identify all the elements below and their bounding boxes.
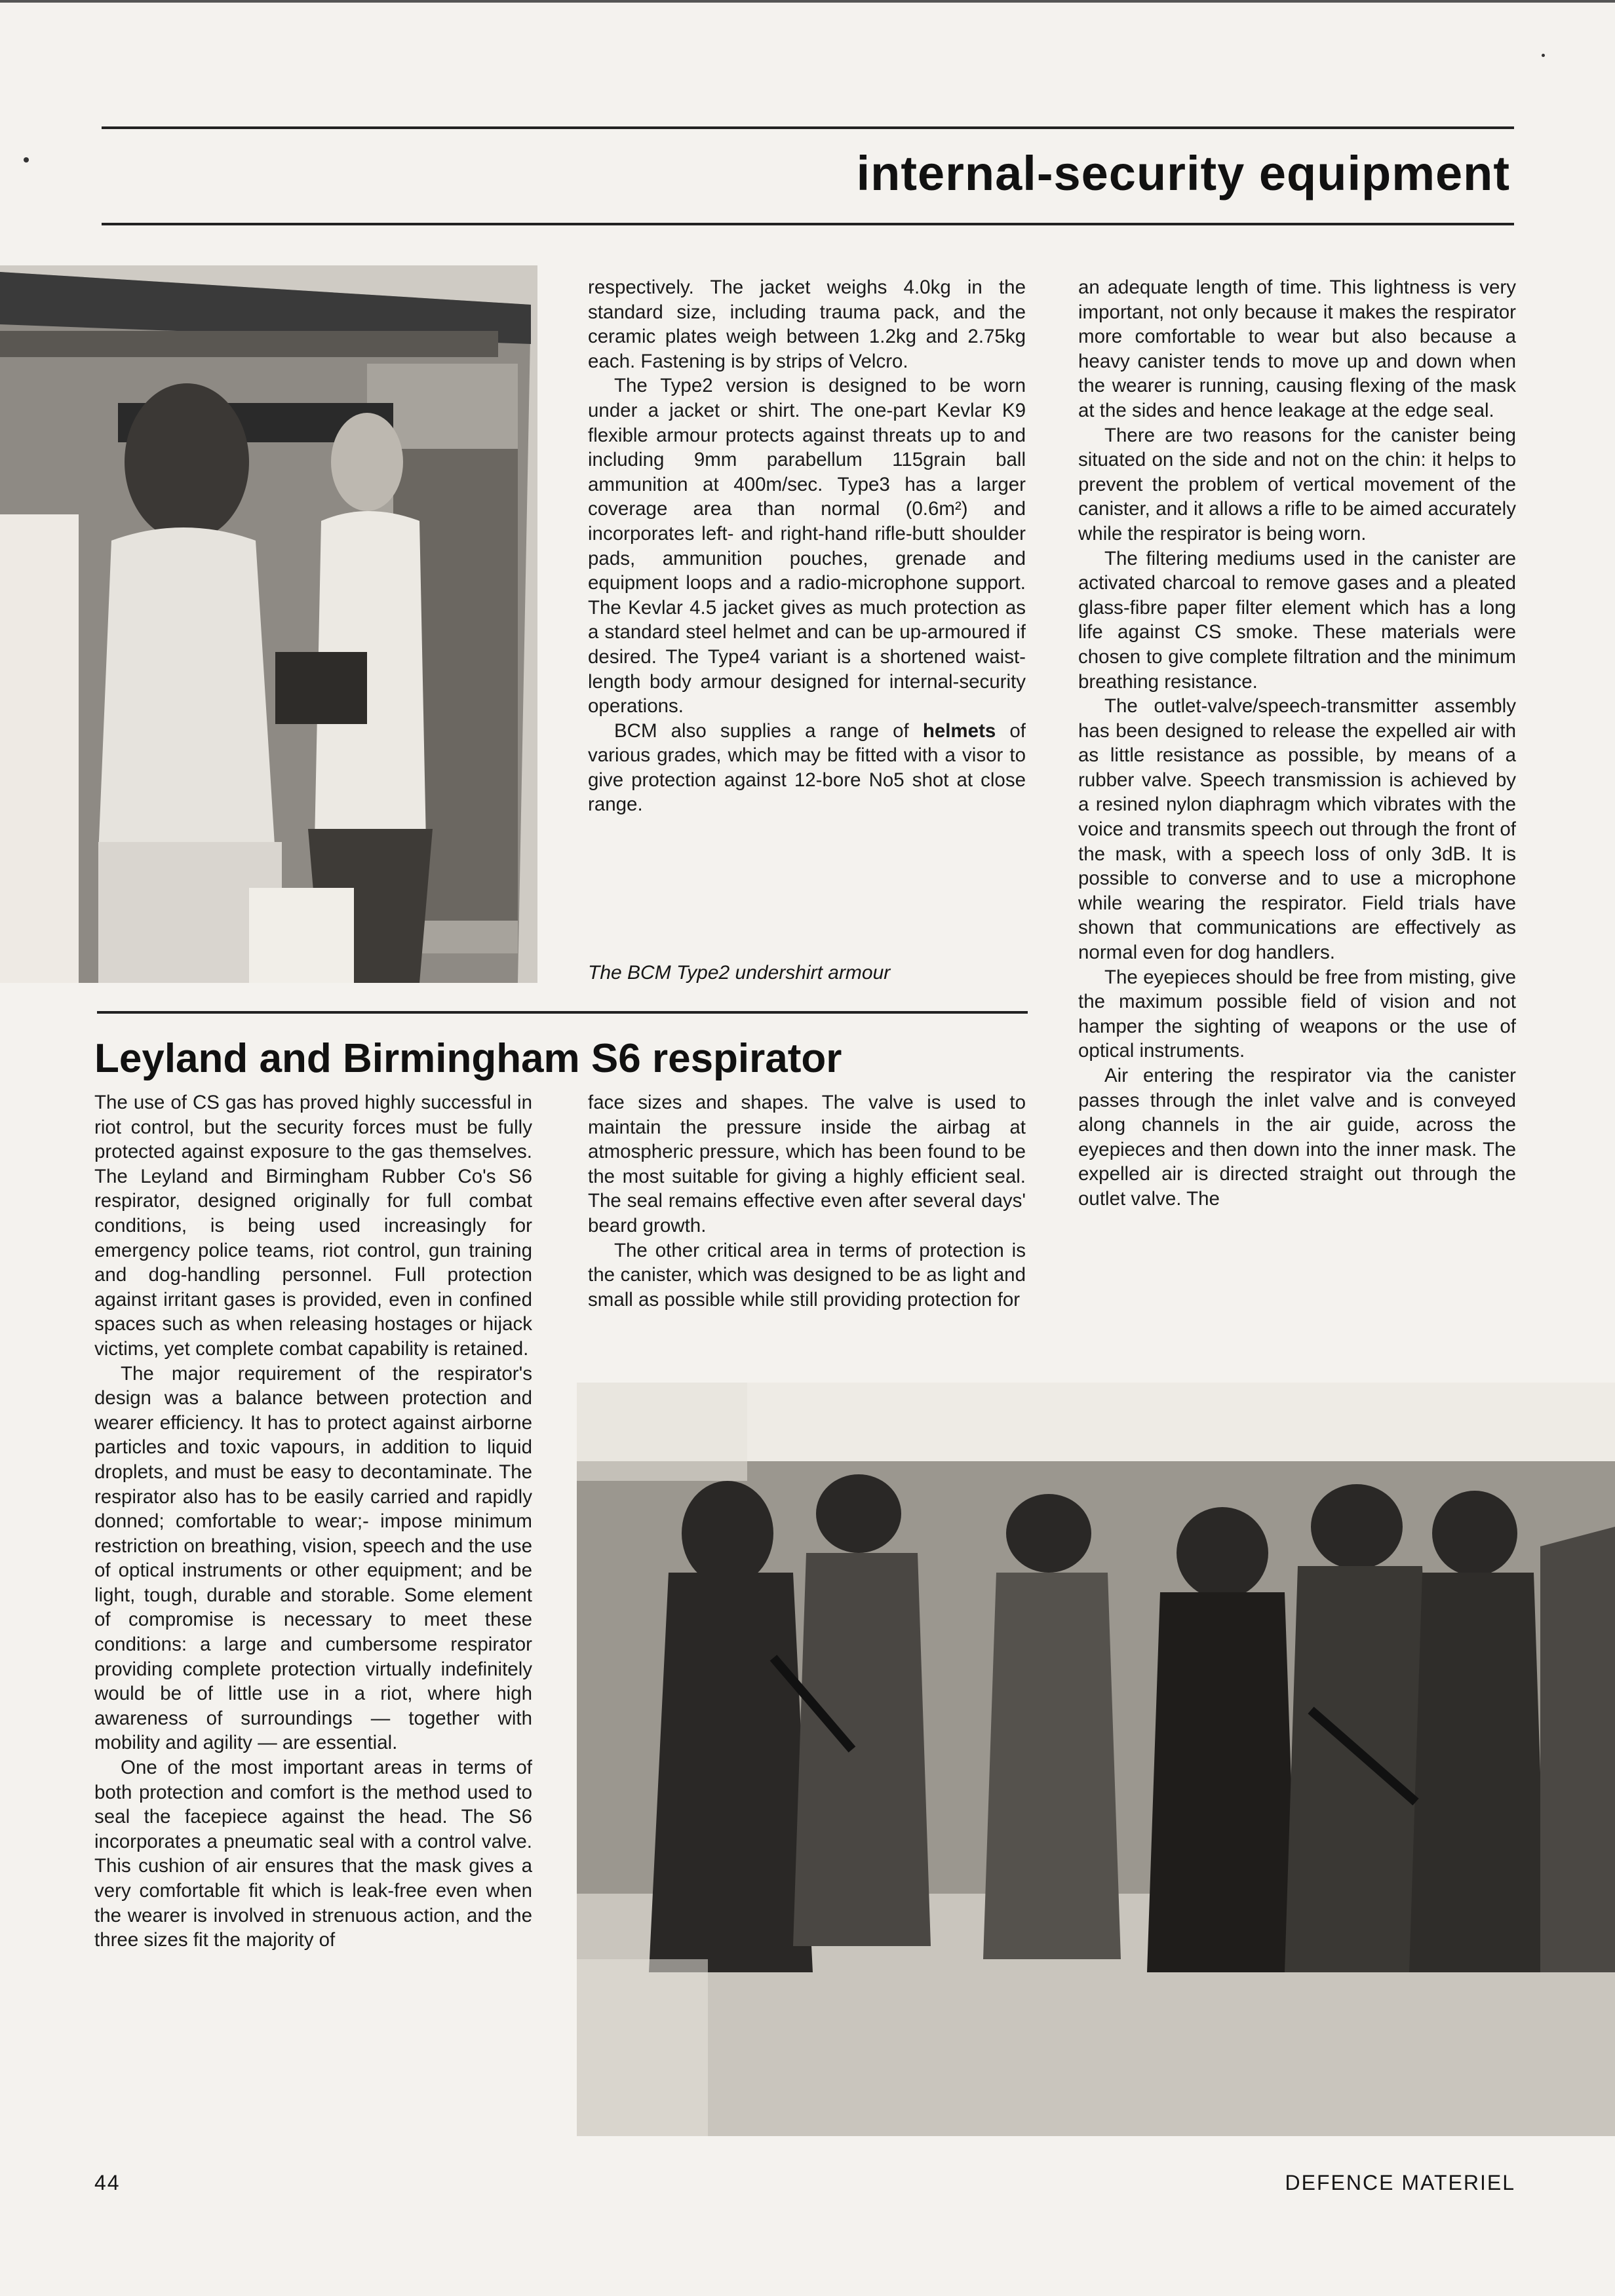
- paragraph: The eyepieces should be free from misting, give the maximum possible field of vision and not hamper the sighting of weapons or the use of optical instruments.: [1078, 966, 1516, 1062]
- column-3: [1078, 275, 1516, 1212]
- scan-speck: [24, 157, 29, 163]
- column-2-top: [588, 275, 1026, 817]
- armour-photo: [0, 265, 537, 983]
- paragraph: The Type2 version is designed to be worn under a jacket or shirt. The one-part Kevlar K9 flexible armour protects against threats up to and including 9mm parabellum 115grain ball ammunition at 400m/sec. Type3 has a larger coverage area than normal (0.6m²) and incorporates left- and right-hand rifle-butt shoulder pads, ammunition pouches, grenade and equipment loops and a radio-microphone support. The Kevlar 4.5 jacket gives as much protection as a standard steel helmet and can be up-armoured if desired. The Type4 variant is a shortened waist-length body armour designed for internal-security operations.: [588, 375, 1026, 718]
- respirator-photo-illustration: [577, 1383, 1615, 2136]
- paragraph: The major requirement of the respirator's design was a balance between protection and wearer efficiency. It has to protect against airborne particles and toxic vapours, in addition to liquid droplets, and must be easy to decontaminate. The respirator also has to be easily carried and rapidly donned; comfortable to wear;- impose minimum restriction on breathing, vision, speech and the use of optical instruments or other equipment; and be light, tough, durable and storable. Some element of compromise is necessary to meet these conditions: a large and cumbersome respirator providing complete protection virtually indefinitely would be of little use in a riot, where high awareness of surroundings — together with mobility and agility — are essential.: [94, 1362, 532, 1754]
- article-rule: [97, 1011, 1028, 1014]
- paragraph: The other critical area in terms of protection is the canister, which was designed to be as light and small as possible while still providing protection for: [588, 1239, 1026, 1311]
- text-run: BCM also supplies a range of: [614, 719, 923, 742]
- scan-edge-line: [0, 0, 1615, 3]
- paragraph: face sizes and shapes. The valve is used to maintain the pressure inside the airbag at atmospheric pressure, which has been found to be the most suitable for giving a highly efficient seal. The seal remains effective even after several days' beard growth.: [588, 1092, 1026, 1236]
- paragraph: Air entering the respirator via the canister passes through the inlet valve and is conveyed along channels in the air guide, across the eyepieces and then down into the inner mask. The expelled air is directed straight out through the outlet valve. The: [1078, 1065, 1516, 1210]
- paragraph: One of the most important areas in terms of both protection and comfort is the method used to seal the facepiece against the head. The S6 incorporates a pneumatic seal with a control valve. This cushion of air ensures that the mask gives a very comfortable fit which is leak-free even when the wearer is involved in strenuous action, and the three sizes fit the majority of: [94, 1757, 532, 1951]
- article-headline: Leyland and Birmingham S6 respirator: [94, 1036, 842, 1081]
- header-rule-bottom: [102, 223, 1514, 225]
- publication-name: DEFENCE MATERIEL: [1285, 2171, 1515, 2194]
- scan-speck: [1542, 54, 1545, 57]
- section-title: internal-security equipment: [856, 146, 1510, 201]
- paragraph: The use of CS gas has proved highly successful in riot control, but the security forces must be fully protected against exposure to the gas themselves. The Leyland and Birmingham Rubber Co's S6 respirator, designed originally for full combat conditions, is being used increasingly for emergency police teams, riot control, gun training and dog-handling personnel. Full protection against irritant gases is provided, even in confined spaces such as when releasing hostages or hijack victims, yet complete combat capability is retained.: [94, 1092, 532, 1360]
- paragraph: respectively. The jacket weighs 4.0kg in the standard size, including trauma pack, and the ceramic plates weigh between 1.2kg and 2.75kg each. Fastening is by strips of Velcro.: [588, 277, 1026, 372]
- photo-caption: The BCM Type2 undershirt armour: [588, 962, 891, 984]
- text-run: of various grades, which may be fitted with a visor to give protection against 12-bore No5 shot at close range.: [588, 719, 1026, 816]
- page-number: 44: [94, 2171, 121, 2194]
- column-2-bottom: [588, 1090, 1026, 1312]
- respirator-photo: [577, 1383, 1615, 2136]
- paragraph: There are two reasons for the canister being situated on the side and not on the chin: it helps to prevent the problem of vertical movement of the canister, and it allows a rifle to be aimed accurately while the respirator is being worn.: [1078, 424, 1516, 545]
- header-rule-top: [102, 126, 1514, 129]
- paragraph-helmets: [588, 719, 1026, 817]
- paragraph: an adequate length of time. This lightness is very important, not only because it makes the respirator more comfortable to wear but also because a heavy canister tends to move up and down when the wearer is running, causing flexing of the mask at the sides and hence leakage at the edge seal.: [1078, 277, 1516, 421]
- paragraph: The outlet-valve/speech-transmitter assembly has been designed to release the expelled air with as little resistance as possible, by means of a rubber valve. Speech transmission is achieved by a resined nylon diaphragm which vibrates with the voice and transmits speech out through the front of the mask, with a speech loss of only 3dB. It is possible to converse and to use a microphone while wearing the respirator. Field trials have shown that communications are effectively as normal even for dog handlers.: [1078, 695, 1516, 964]
- bold-keyword: helmets: [922, 719, 996, 742]
- paragraph: The filtering mediums used in the canister are activated charcoal to remove gases and a pleated glass-fibre paper filter element which has a long life against CS smoke. These materials were chosen to give complete filtration and the minimum breathing resistance.: [1078, 547, 1516, 693]
- column-1: [94, 1090, 532, 1953]
- armour-photo-illustration: [0, 265, 537, 983]
